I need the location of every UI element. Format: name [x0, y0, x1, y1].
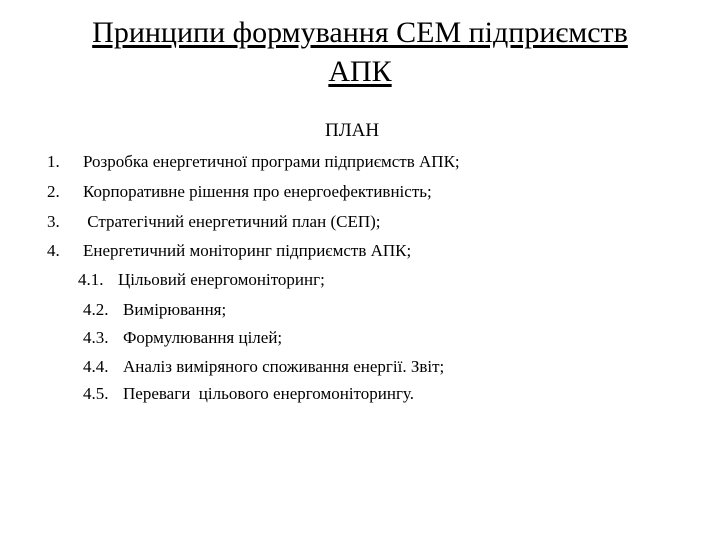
slide-title-line-1: Принципи формування СЕМ підприємств	[92, 16, 628, 49]
plan-subitem-text: Формулювання цілей;	[123, 328, 283, 347]
plan-subitem-text: Цільовий енергомоніторинг;	[118, 270, 325, 289]
plan-subitem-text: Аналіз виміряного споживання енергії. Звіт;	[123, 357, 445, 376]
plan-item-number: 4.	[47, 241, 60, 260]
plan-item-text: Стратегічний енергетичний план (СЕП);	[83, 212, 381, 231]
plan-item-text: Корпоративне рішення про енергоефективність;	[83, 182, 432, 201]
plan-heading: ПЛАН	[325, 120, 380, 141]
plan-subitem-text: Вимірювання;	[123, 300, 227, 319]
plan-item-number: 3.	[47, 212, 60, 231]
plan-subitem-number: 4.1.	[78, 270, 104, 289]
plan-subitem-text: Переваги цільового енергомоніторингу.	[123, 384, 414, 403]
plan-item-number: 1.	[47, 152, 60, 171]
plan-subitem-number: 4.3.	[83, 328, 109, 347]
plan-subitem-number: 4.2.	[83, 300, 109, 319]
plan-item-text: Розробка енергетичної програми підприємств АПК;	[83, 152, 460, 171]
plan-subitem-number: 4.5.	[83, 384, 109, 403]
plan-subitem-number: 4.4.	[83, 357, 109, 376]
plan-item-number: 2.	[47, 182, 60, 201]
slide-title-line-2: АПК	[328, 55, 392, 88]
plan-item-text: Енергетичний моніторинг підприємств АПК;	[83, 241, 412, 260]
